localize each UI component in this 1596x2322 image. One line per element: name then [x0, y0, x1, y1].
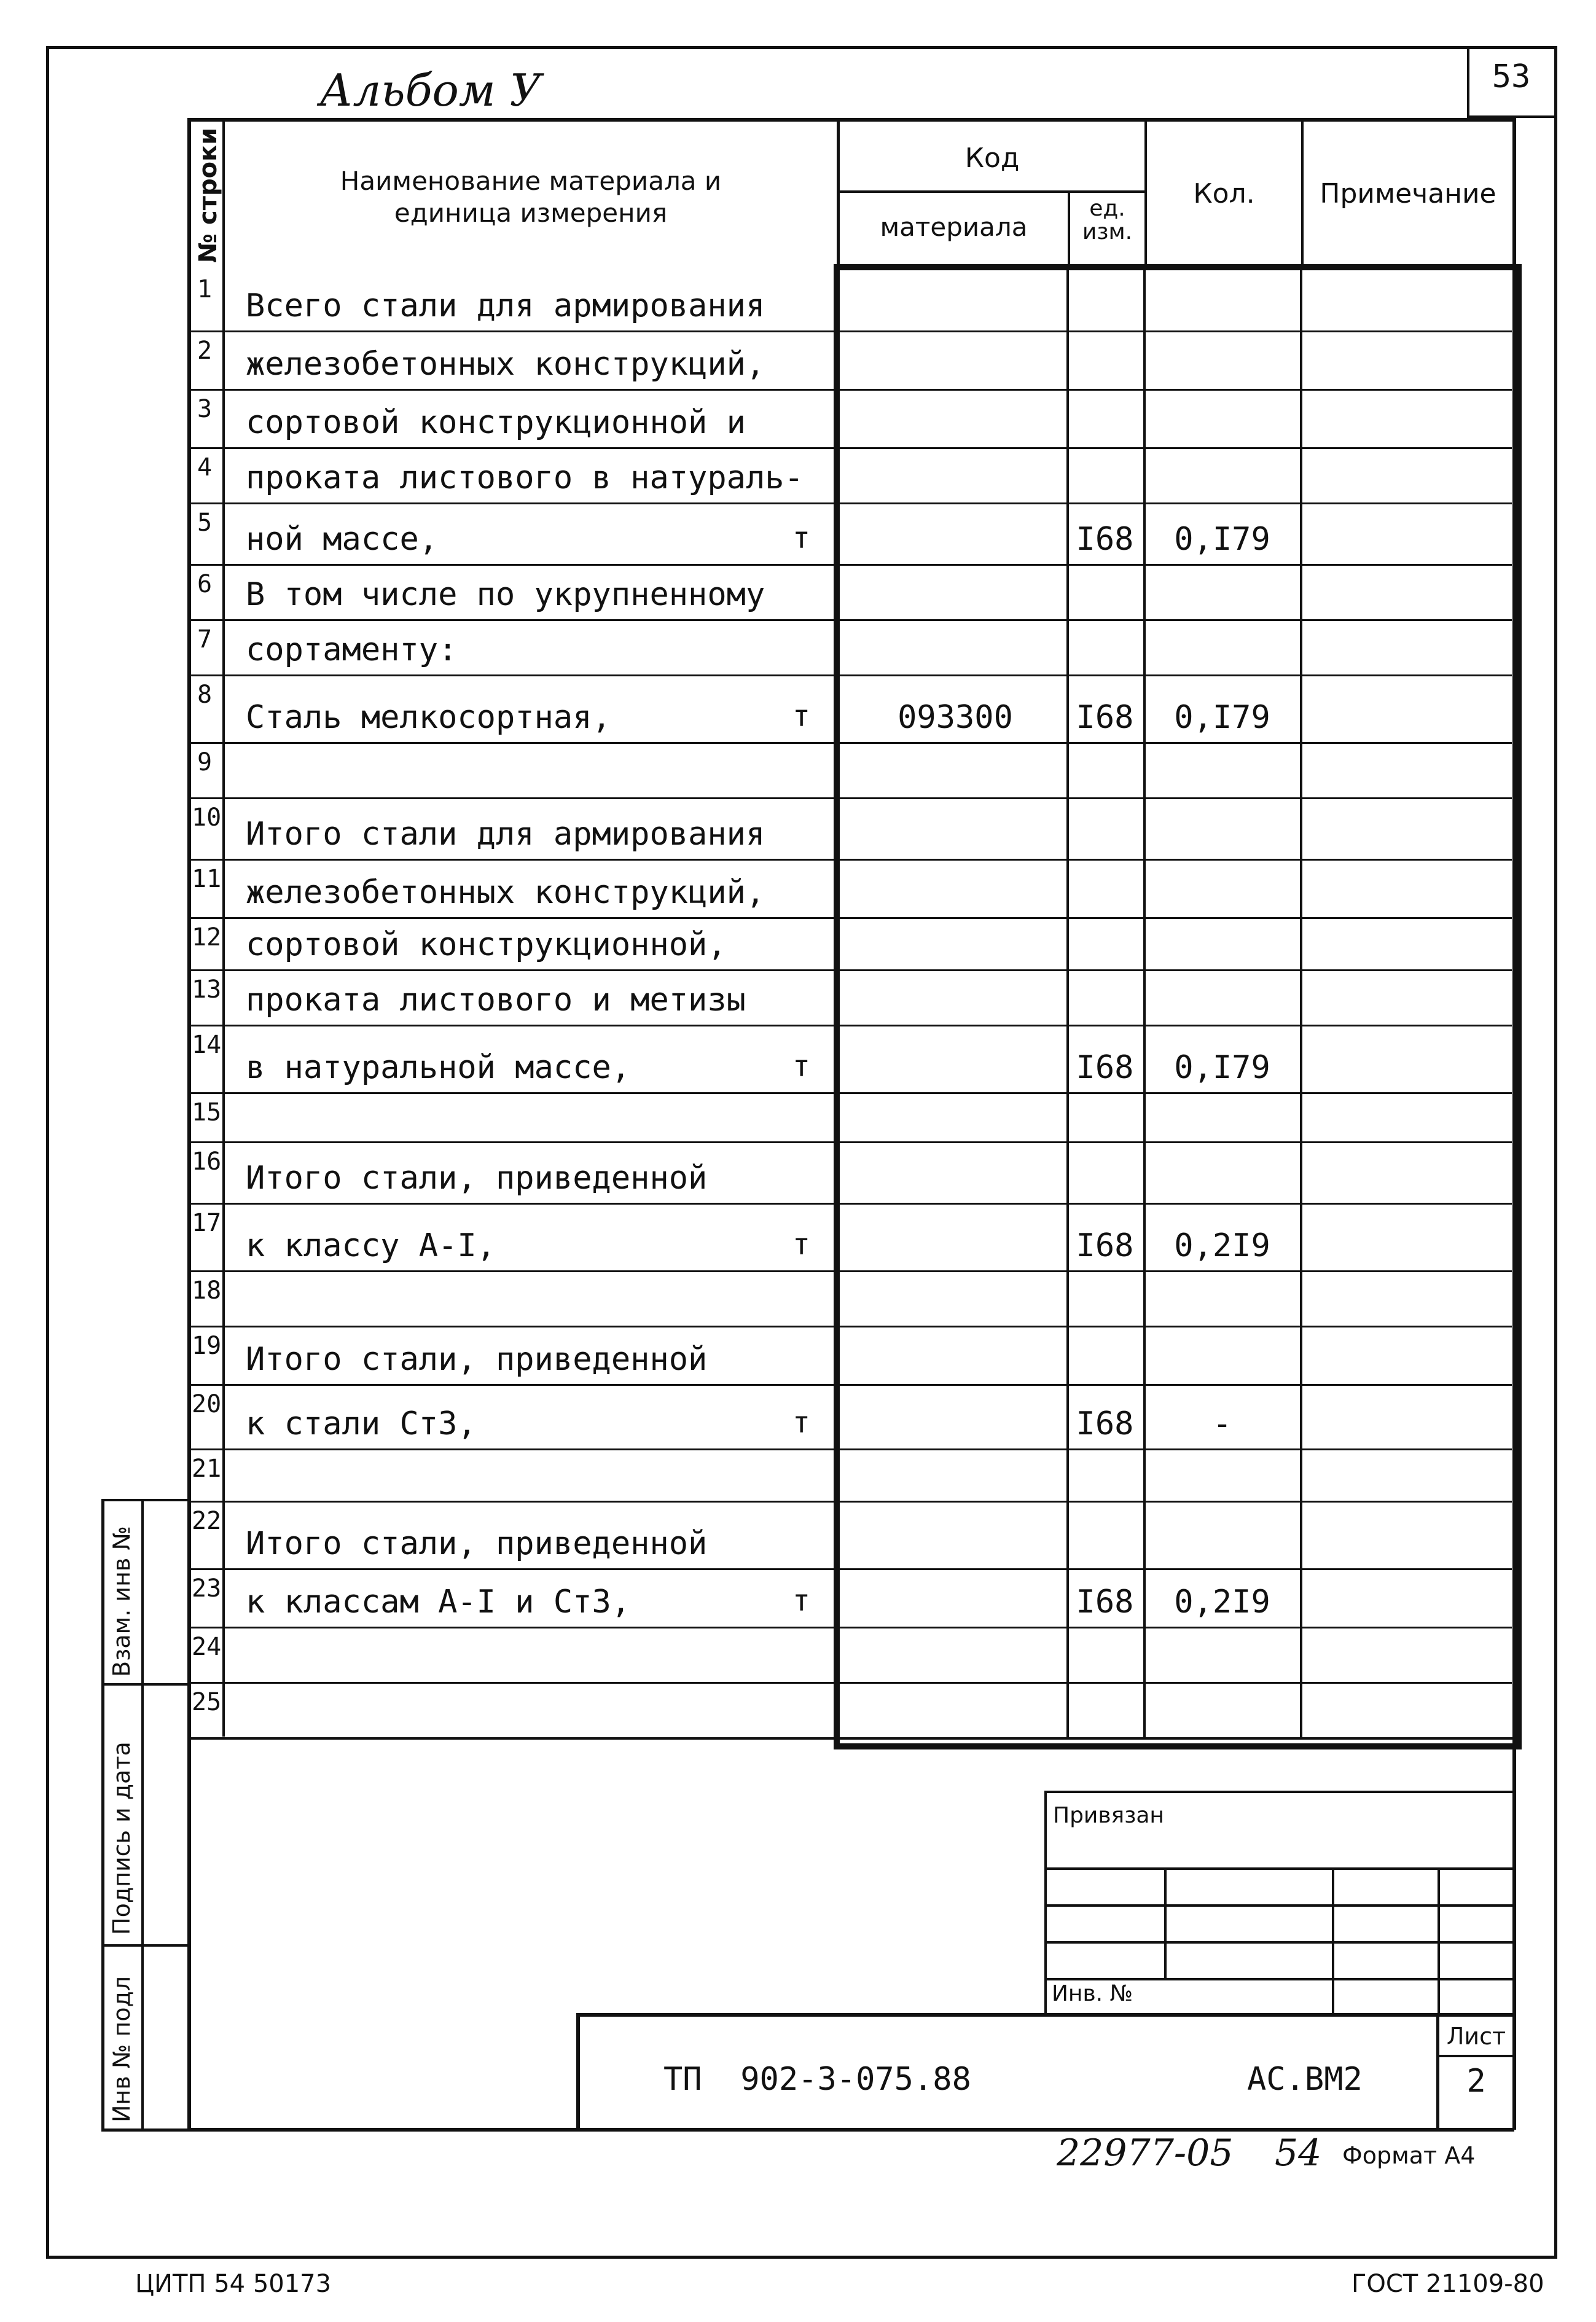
stamp-line — [1044, 1941, 1512, 1944]
row-line — [191, 969, 1512, 971]
row-line — [191, 330, 1512, 332]
side-panel-left — [101, 1499, 104, 2132]
row-line — [191, 742, 1512, 744]
header-name-line2: единица измерения — [394, 198, 668, 228]
row-line — [191, 564, 1512, 566]
row-quantity: - — [1212, 1405, 1232, 1442]
row-text: В том числе по укрупненному — [246, 576, 765, 613]
row-text: Итого стали, приведенной — [246, 1341, 708, 1378]
row-number: 11 — [192, 865, 222, 893]
row-line — [191, 1501, 1512, 1503]
row-code-unit: I68 — [1076, 1227, 1134, 1264]
row-unit: т — [792, 699, 810, 733]
row-number: 13 — [192, 975, 222, 1004]
row-number: 8 — [197, 681, 213, 709]
sheet-label: Лист — [1446, 2023, 1506, 2050]
col-line-kol — [1300, 270, 1302, 1737]
row-line — [191, 1448, 1512, 1450]
row-line — [191, 619, 1512, 621]
row-text: в натуральной массе, — [246, 1049, 631, 1086]
stamp-line — [1044, 1978, 1512, 1980]
row-line — [191, 797, 1512, 799]
row-text: Итого стали, приведенной — [246, 1160, 708, 1197]
doc-code: ТП 902-3-075.88 — [663, 2061, 971, 2098]
stamp-inv-no: Инв. № — [1052, 1981, 1133, 2006]
row-unit: т — [792, 1584, 810, 1618]
row-text: к классам А-I и Ст3, — [246, 1584, 631, 1620]
row-text: сортовой конструкционной и — [246, 404, 746, 441]
col-sep-rownum — [222, 118, 225, 1737]
row-number: 4 — [197, 453, 213, 482]
row-line — [191, 1025, 1512, 1026]
frame-left — [46, 46, 49, 2258]
side-label-vzam: Взам. инв № — [108, 1526, 135, 1677]
row-code-unit: I68 — [1076, 521, 1134, 558]
row-code-material: 093300 — [898, 699, 1013, 736]
row-number: 18 — [192, 1276, 222, 1305]
table-left — [187, 118, 191, 2130]
doc-block-left — [576, 2013, 580, 2130]
row-code-unit: I68 — [1076, 1049, 1134, 1086]
row-number: 5 — [197, 509, 213, 537]
header-code-unit-2: изм. — [1082, 219, 1133, 244]
row-text: Итого стали, приведенной — [246, 1525, 708, 1562]
row-line — [191, 917, 1512, 919]
header-row-no: № строки — [194, 127, 222, 263]
stamp-privyazan: Привязан — [1053, 1803, 1164, 1828]
side-panel-line — [101, 1499, 190, 1501]
row-line — [191, 859, 1512, 861]
footer-handwritten: 22977-05 — [1057, 2132, 1234, 2175]
row-line — [191, 1384, 1512, 1386]
side-panel-line — [101, 1944, 190, 1947]
row-unit: т — [792, 1405, 810, 1440]
row-text: проката листового в натураль- — [246, 459, 804, 496]
frame-bottom — [46, 2256, 1557, 2259]
row-line — [191, 674, 1512, 676]
row-quantity: 0,2I9 — [1174, 1227, 1270, 1264]
side-panel-line — [101, 1683, 190, 1686]
page-number-box-line — [1467, 46, 1469, 117]
body-bold-box — [834, 264, 1522, 1749]
page-number: 53 — [1492, 58, 1531, 95]
row-text: проката листового и метизы — [246, 982, 746, 1018]
row-number: 17 — [192, 1209, 222, 1237]
row-text: Итого стали для армирования — [246, 816, 765, 853]
stamp-line — [1044, 1791, 1512, 1793]
col-line-code — [1066, 270, 1069, 1737]
row-text: к стали Ст3, — [246, 1405, 477, 1442]
stamp-left — [1044, 1791, 1047, 2015]
row-unit: т — [792, 1227, 810, 1262]
row-line — [191, 1682, 1512, 1684]
row-line — [191, 502, 1512, 504]
row-text: Всего стали для армирования — [246, 287, 765, 324]
row-number: 20 — [192, 1390, 222, 1418]
row-quantity: 0,I79 — [1174, 1049, 1270, 1086]
stamp-col — [1332, 1867, 1334, 2015]
frame-top — [46, 46, 1557, 49]
row-number: 21 — [192, 1455, 222, 1483]
footer-handwritten-2: 54 — [1275, 2132, 1322, 2175]
side-panel-line — [101, 2128, 190, 2132]
row-text: сортовой конструкционной, — [246, 926, 727, 963]
doc-mark: АС.ВМ2 — [1247, 2061, 1363, 2098]
row-line — [191, 1627, 1512, 1628]
row-text: сортаменту: — [246, 631, 458, 668]
row-number: 6 — [197, 570, 213, 598]
row-number: 22 — [192, 1507, 222, 1535]
footer-left: ЦИТП 54 50173 — [135, 2270, 332, 2298]
sheet-number: 2 — [1466, 2063, 1486, 2100]
header-note: Примечание — [1320, 178, 1496, 209]
header-code-material: материала — [880, 212, 1028, 242]
row-quantity: 0,2I9 — [1174, 1584, 1270, 1620]
row-text: ной массе, — [246, 521, 439, 558]
row-code-unit: I68 — [1076, 699, 1134, 736]
row-number: 12 — [192, 923, 222, 952]
footer-right: ГОСТ 21109-80 — [1352, 2270, 1544, 2298]
row-number: 24 — [192, 1633, 222, 1661]
header-code: Код — [964, 143, 1020, 174]
stamp-col — [1164, 1867, 1167, 1978]
row-number: 23 — [192, 1574, 222, 1603]
row-line — [191, 1203, 1512, 1205]
row-number: 25 — [192, 1688, 222, 1716]
row-number: 9 — [197, 748, 213, 776]
row-code-unit: I68 — [1076, 1584, 1134, 1620]
row-number: 16 — [192, 1147, 222, 1176]
row-quantity: 0,I79 — [1174, 699, 1270, 736]
title-block-top — [189, 1737, 1514, 1740]
stamp-line — [1044, 1904, 1512, 1907]
frame-right — [1554, 46, 1557, 2258]
header-name-line1: Наименование материала и — [340, 166, 722, 196]
row-code-unit: I68 — [1076, 1405, 1134, 1442]
side-panel-mid — [141, 1499, 144, 2132]
row-number: 15 — [192, 1098, 222, 1127]
row-text: железобетонных конструкций, — [246, 346, 765, 383]
row-line — [191, 1092, 1512, 1094]
header-code-unit-1: ед. — [1089, 196, 1125, 221]
stamp-col — [1438, 1867, 1440, 2015]
row-unit: т — [792, 521, 810, 555]
row-unit: т — [792, 1049, 810, 1084]
row-quantity: 0,I79 — [1174, 521, 1270, 558]
col-line-ed — [1143, 270, 1146, 1737]
row-line — [191, 1568, 1512, 1570]
footer-format: Формат А4 — [1342, 2142, 1476, 2169]
row-number: 14 — [192, 1031, 222, 1059]
row-line — [191, 1326, 1512, 1327]
row-text: к классу А-I, — [246, 1227, 496, 1264]
code-header-sep — [837, 190, 1147, 193]
row-line — [191, 447, 1512, 449]
table-top — [189, 118, 1514, 122]
row-number: 2 — [197, 337, 213, 365]
row-text: Сталь мелкосортная, — [246, 699, 611, 736]
doc-block-top — [577, 2013, 1514, 2017]
row-number: 1 — [197, 275, 213, 303]
header-qty: Кол. — [1193, 178, 1255, 209]
row-text: железобетонных конструкций, — [246, 874, 765, 911]
album-note: Альбом У — [319, 64, 542, 116]
row-number: 10 — [192, 803, 222, 832]
side-label-inv-podl: Инв № подл — [108, 1976, 135, 2122]
row-line — [191, 1141, 1512, 1143]
sheet-sep — [1436, 2055, 1514, 2057]
row-number: 7 — [197, 625, 213, 654]
row-line — [191, 389, 1512, 391]
row-number: 19 — [192, 1332, 222, 1360]
row-number: 3 — [197, 395, 213, 423]
side-label-podpis: Подпись и дата — [108, 1742, 135, 1935]
row-line — [191, 1270, 1512, 1272]
stamp-line — [1044, 1867, 1512, 1870]
